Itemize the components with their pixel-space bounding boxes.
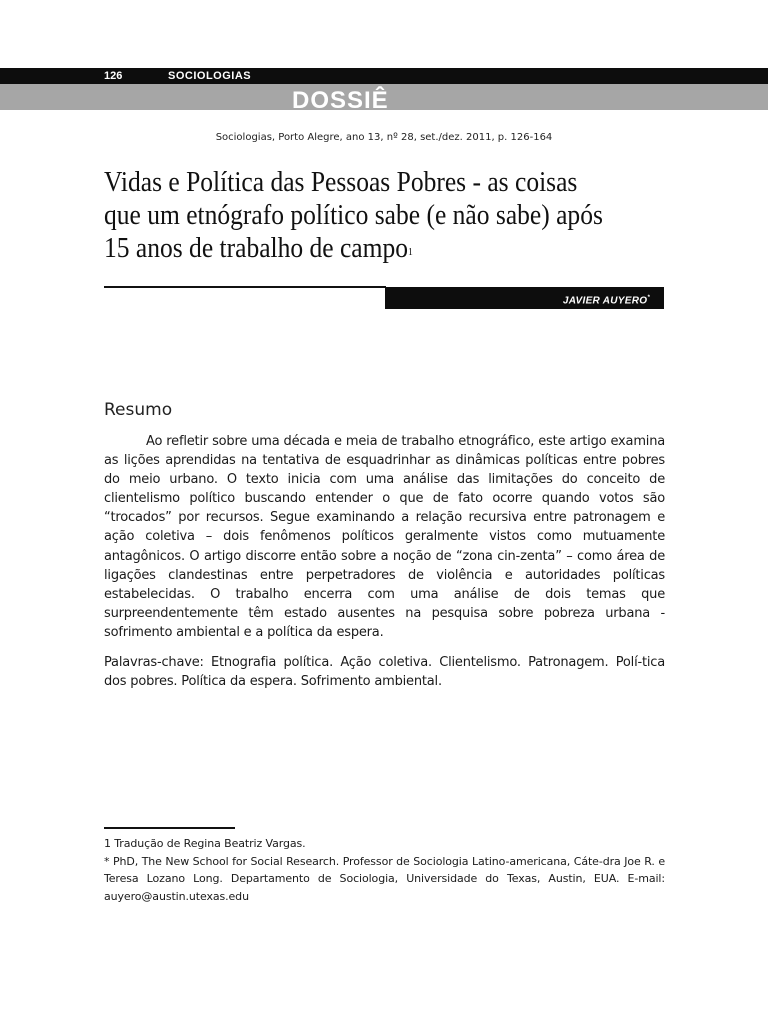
keywords: Palavras-chave: Etnografia política. Ação coletiva. Clientelismo. Patronagem. Polí-tica dos pobres. Política da espera. Sofrimento ambiental.	[104, 655, 665, 690]
running-header	[0, 68, 768, 84]
article-title	[104, 166, 606, 265]
author-name: JAVIER AUYERO	[562, 295, 648, 307]
title-footnote-marker: 1	[408, 246, 413, 258]
page-number: 126	[104, 70, 123, 82]
article-title-text: Vidas e Política das Pessoas Pobres - as coisas que um etnógrafo político sabe (e não sabe) após 15 anos de trabalho de campo	[104, 166, 603, 264]
author-byline	[385, 287, 664, 309]
footnote-rule	[104, 827, 235, 829]
journal-name: SOCIOLOGIAS	[168, 70, 252, 82]
footnotes	[104, 835, 665, 905]
section-label: DOSSIÊ	[292, 87, 389, 110]
footnote-author: * PhD, The New School for Social Research. Professor de Sociologia Latino-americana, Cáte-dra Joe R. e Teresa Lozano Long. Departamento de Sociologia, Universidade do Texas, Austin, EUA. E-mail: auyero@austin.utexas.edu	[104, 854, 665, 903]
citation-line: Sociologias, Porto Alegre, ano 13, nº 28, set./dez. 2011, p. 126-164	[215, 132, 553, 143]
section-banner	[0, 84, 768, 110]
author-footnote-marker: *	[647, 295, 650, 301]
abstract-heading: Resumo	[104, 400, 173, 420]
abstract-body: Ao refletir sobre uma década e meia de trabalho etnográfico, este artigo examina as lições aprendidas na tentativa de esquadrinhar as dinâmicas políticas entre pobres do meio urbano. O texto inicia com uma análise das limitações do conceito de clientelismo político buscando entender o que de fato ocorre quando votos são “trocados” por recursos. Segue examinando a relação recursiva entre patronagem e ação coletiva – dois fenômenos políticos geralmente vistos como mutuamente antagônicos. O artigo discorre então sobre a noção de “zona cin-zenta” – como área de ligações clandestinas entre perpetradores de violência e autoridades políticas estabelecidas. O trabalho encerra com uma análise de dois temas que surpreendentemente têm estado ausentes na pesquisa sobre pobreza urbana - sofrimento ambiental e a política da espera.	[104, 434, 665, 640]
footnote-translation: 1 Tradução de Regina Beatriz Vargas.	[104, 837, 306, 850]
title-rule	[104, 286, 386, 288]
